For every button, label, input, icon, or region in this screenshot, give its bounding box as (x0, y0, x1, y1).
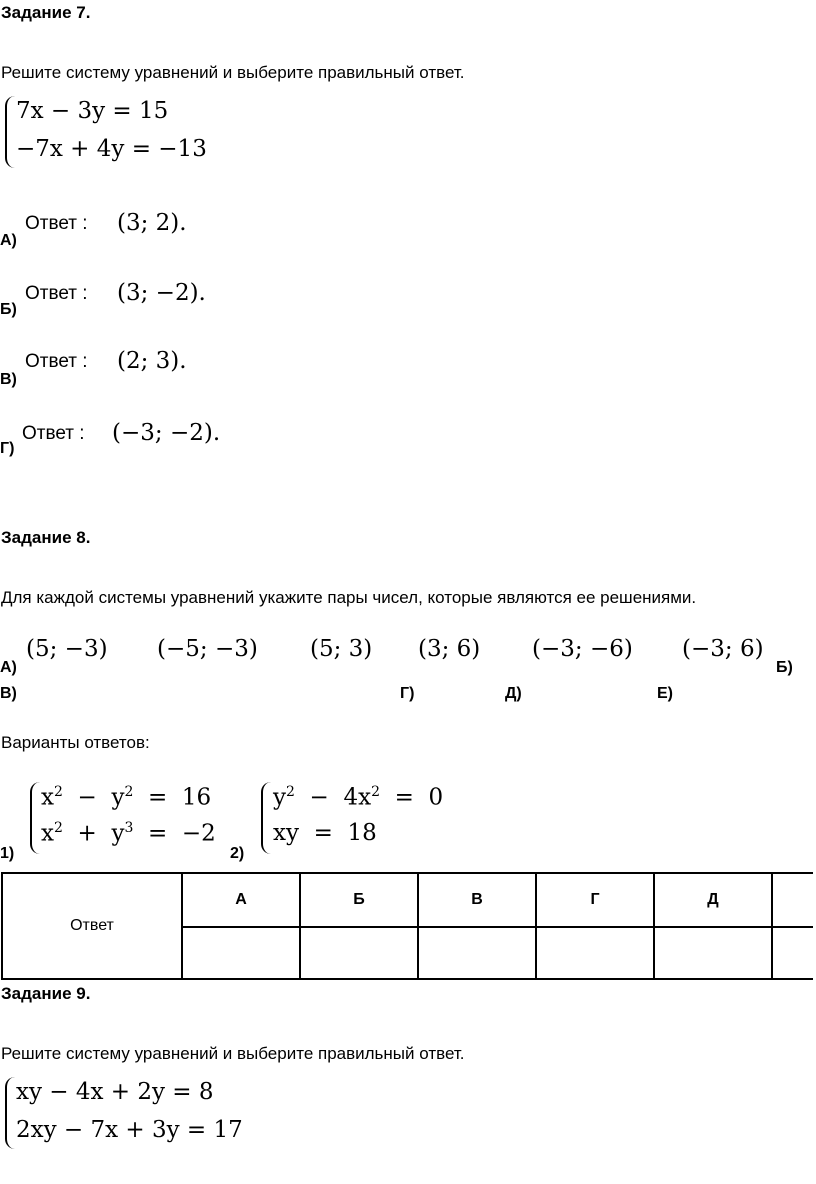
task7-prompt: Решите систему уравнений и выберите правильный ответ. (1, 63, 465, 82)
pair-1: (5; −3) (26, 636, 108, 662)
answer-word: Ответ : (25, 283, 88, 304)
option-label: Б) (0, 301, 17, 318)
system-label: 1) (0, 845, 15, 862)
pair-6: (−3; 6) (682, 636, 764, 662)
option-label: А) (0, 232, 17, 249)
answer-value: (−3; −2). (112, 420, 221, 446)
pair-label-a: А) (0, 659, 17, 676)
column-header-b: Б (300, 873, 418, 927)
pair-label-b: Б) (776, 659, 793, 676)
answer-word: Ответ : (25, 351, 88, 372)
answer-word: Ответ : (22, 423, 85, 444)
answer-cell-d[interactable] (654, 927, 772, 979)
option-label: В) (0, 371, 17, 388)
task9-equation-1: xy − 4x + 2y = 8 (16, 1079, 214, 1105)
answer-value: (3; −2). (117, 280, 206, 306)
column-header-g: Г (536, 873, 654, 927)
task7-equation-1: 7x − 3y = 15 (16, 98, 169, 124)
task7-title: Задание 7. (1, 3, 91, 22)
system1-equation-2: $x^2 + y^3 = -2$ (41, 820, 216, 847)
task9-title: Задание 9. (1, 984, 91, 1003)
option-label: Г) (0, 440, 15, 457)
answer-row-label: Ответ (2, 873, 182, 979)
system-brace (5, 96, 15, 168)
system-brace (261, 782, 271, 854)
column-header-v: В (418, 873, 536, 927)
variants-label: Варианты ответов: (1, 733, 150, 752)
task8-prompt: Для каждой системы уравнений укажите пары чисел, которые являются ее решениями. (1, 588, 697, 607)
answer-cell-extra[interactable] (772, 927, 813, 979)
pair-2: (−5; −3) (157, 636, 258, 662)
task7-equation-2: −7x + 4y = −13 (16, 136, 207, 162)
answer-word: Ответ : (25, 213, 88, 234)
system-brace (5, 1077, 15, 1149)
answer-value: (2; 3). (117, 348, 187, 374)
pair-label-d: Д) (505, 685, 522, 702)
column-header-a: А (182, 873, 300, 927)
answer-cell-v[interactable] (418, 927, 536, 979)
system2-equation-2: xy = 18 (273, 820, 377, 846)
column-header-d: Д (654, 873, 772, 927)
task9-prompt: Решите систему уравнений и выберите правильный ответ. (1, 1044, 465, 1063)
answer-cell-b[interactable] (300, 927, 418, 979)
pair-5: (−3; −6) (532, 636, 633, 662)
pair-4: (3; 6) (418, 636, 481, 662)
system2-equation-1: $y^2 - 4x^2 = 0$ (273, 784, 444, 811)
system1-equation-1: $x^2 - y^2 = 16$ (41, 784, 212, 811)
pair-label-e: Е) (657, 685, 673, 702)
answer-value: (3; 2). (117, 210, 187, 236)
answer-cell-g[interactable] (536, 927, 654, 979)
system-brace (30, 782, 40, 854)
task9-equation-2: 2xy − 7x + 3y = 17 (16, 1117, 243, 1143)
system-label: 2) (230, 845, 245, 862)
pair-label-v: В) (0, 685, 17, 702)
pair-label-g: Г) (400, 685, 415, 702)
column-header-extra (772, 873, 813, 927)
pair-3: (5; 3) (310, 636, 373, 662)
answer-table (1, 872, 813, 980)
task8-title: Задание 8. (1, 528, 91, 547)
answer-cell-a[interactable] (182, 927, 300, 979)
